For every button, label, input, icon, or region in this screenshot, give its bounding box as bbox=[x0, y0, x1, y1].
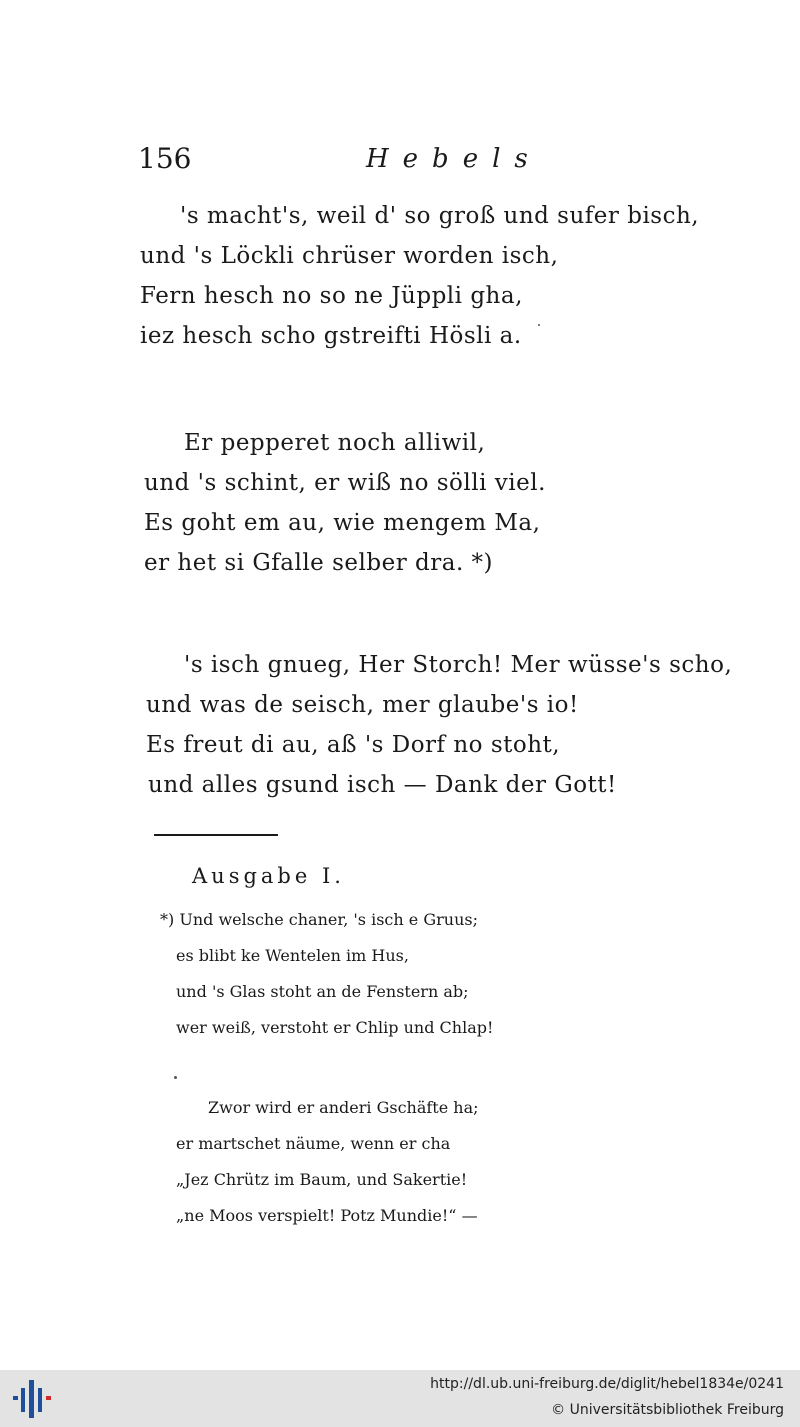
verse-line: 's macht's, weil d' so groß und sufer bisch, bbox=[180, 203, 700, 229]
verse-line: Es goht em au, wie mengem Ma, bbox=[144, 510, 541, 536]
verse-line: 's isch gnueg, Her Storch! Mer wüsse's scho, bbox=[184, 652, 733, 678]
scan-speck bbox=[538, 324, 540, 326]
footnote-line: er martschet näume, wenn er cha bbox=[176, 1134, 451, 1153]
verse-line: Er pepperet noch alliwil, bbox=[184, 430, 486, 456]
footnote-line: wer weiß, verstoht er Chlip und Chlap! bbox=[176, 1018, 494, 1037]
verse-line: und was de seisch, mer glaube's io! bbox=[146, 692, 579, 718]
stanza-1 bbox=[140, 196, 720, 356]
footnote-line: „Jez Chrütz im Baum, und Sakertie! bbox=[176, 1170, 468, 1189]
library-logo-icon bbox=[10, 1378, 54, 1420]
footnote-line: *) Und welsche chaner, 's isch e Gruus; bbox=[160, 910, 478, 929]
footnote-line: „ne Moos verspielt! Potz Mundie!“ — bbox=[176, 1206, 478, 1225]
verse-line: und alles gsund isch — Dank der Gott! bbox=[148, 772, 617, 798]
verse-line: iez hesch scho gstreifti Hösli a. bbox=[140, 323, 522, 349]
footnote-heading: Ausgabe I. bbox=[192, 864, 345, 888]
scan-speck bbox=[174, 1076, 177, 1079]
footnote-line: es blibt ke Wentelen im Hus, bbox=[176, 946, 409, 965]
verse-line: Es freut di au, aß 's Dorf no stoht, bbox=[146, 732, 561, 758]
permalink-url[interactable]: http://dl.ub.uni-freiburg.de/diglit/hebel1834e/0241 bbox=[430, 1376, 784, 1392]
verse-line: und 's Löckli chrüser worden isch, bbox=[140, 243, 559, 269]
running-title: Hebels bbox=[366, 144, 542, 174]
stanza-2 bbox=[140, 423, 720, 583]
verse-line: Fern hesch no so ne Jüppli gha, bbox=[140, 283, 523, 309]
footnote-block-1 bbox=[160, 902, 720, 1046]
footnote-block-2 bbox=[160, 1090, 720, 1234]
footnote-line: und 's Glas stoht an de Fenstern ab; bbox=[176, 982, 469, 1001]
copyright-notice: © Universitätsbibliothek Freiburg bbox=[551, 1402, 784, 1418]
verse-line: und 's schint, er wiß no sölli viel. bbox=[144, 470, 546, 496]
footnote-divider bbox=[154, 834, 278, 836]
page-header bbox=[138, 142, 698, 182]
viewer-footer bbox=[0, 1370, 800, 1427]
footnote-line: Zwor wird er anderi Gschäfte ha; bbox=[208, 1098, 479, 1117]
verse-line: er het si Gfalle selber dra. *) bbox=[144, 550, 494, 576]
page-number: 156 bbox=[138, 142, 192, 175]
stanza-3 bbox=[140, 645, 733, 805]
